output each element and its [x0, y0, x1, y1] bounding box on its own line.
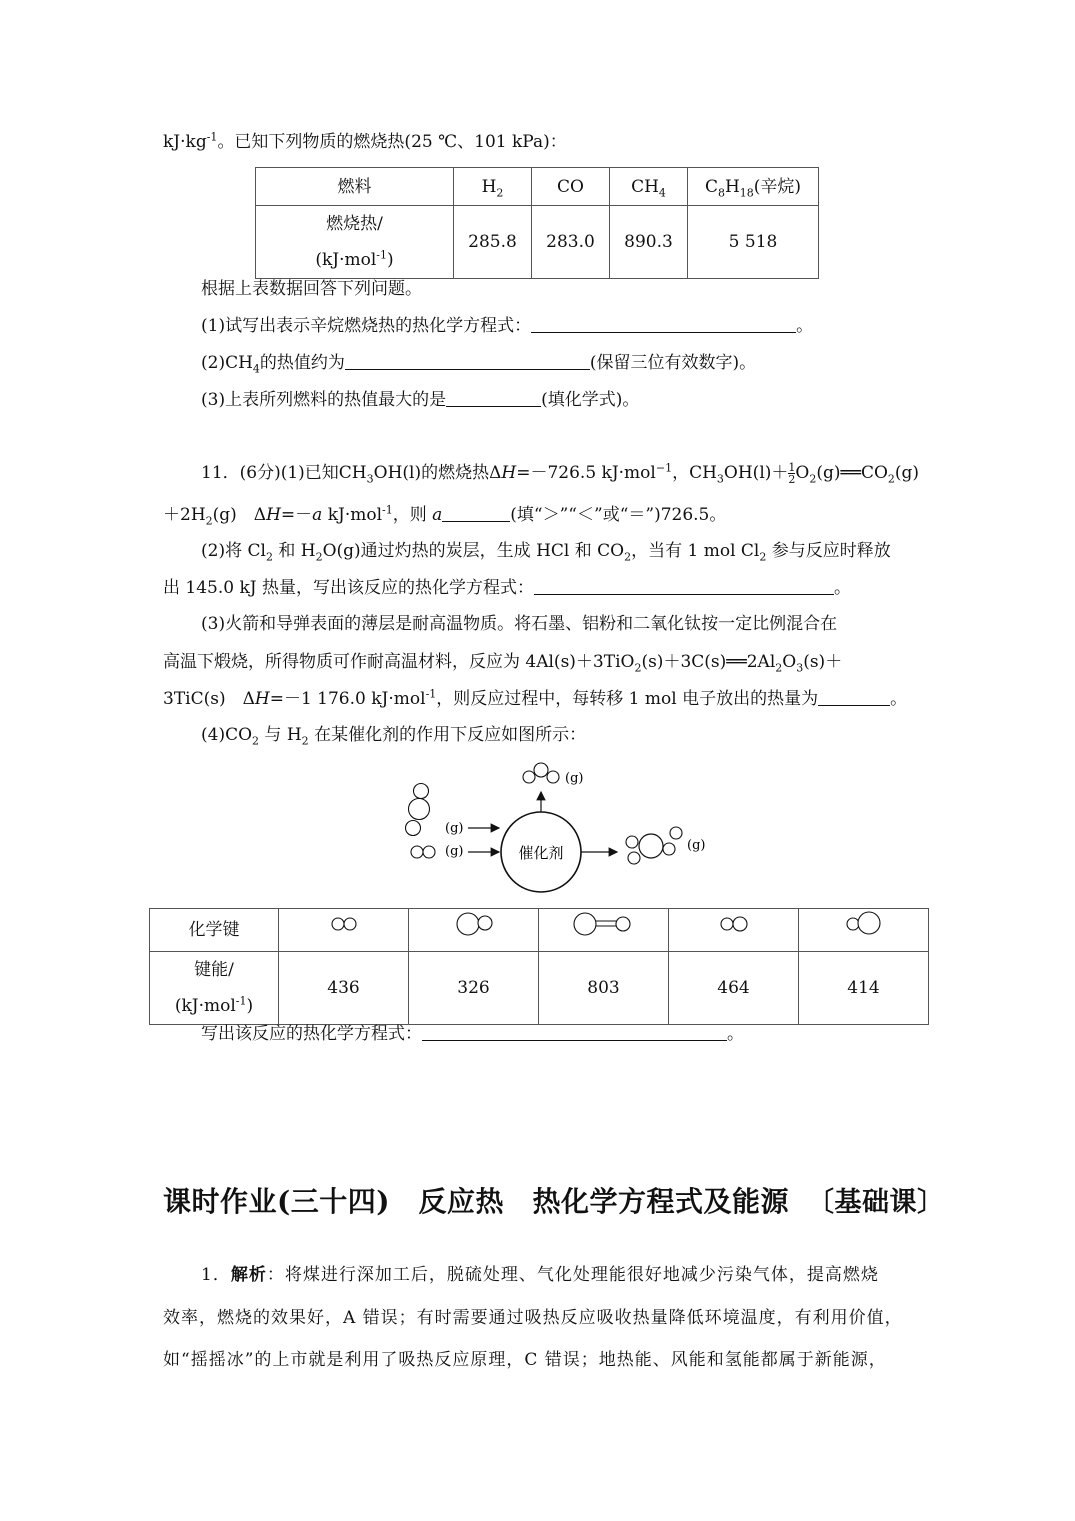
q10-part2: $(2)CH_4$的热值约为 (保留三位有效数字)。	[201, 353, 757, 376]
answer-blank[interactable]	[442, 503, 510, 522]
bond-h-o-icon	[669, 909, 799, 952]
answer-line1: 1．解析：将煤进行深加工后，脱硫处理、气化处理能很好地减少污染气体，提高燃烧	[201, 1265, 879, 1285]
bond-c-o-icon	[409, 909, 539, 952]
fuel-table	[255, 167, 819, 279]
q11-line8: $(4)CO_2$ 与 $H_2$ 在某催化剂的作用下反应如图所示：	[201, 725, 587, 748]
gas-label: (g)	[565, 771, 584, 786]
q10-part3: (3)上表所列燃料的热值最大的是 (填化学式)。	[201, 390, 640, 410]
answer-blank[interactable]	[531, 314, 796, 333]
fuel-octane: $C_8H_{18}$(辛烷)	[688, 168, 819, 206]
bond-energy: 803	[539, 952, 669, 1025]
fuel-value: 890.3	[610, 206, 688, 279]
answer-line3: 如“摇摇冰”的上市就是利用了吸热反应原理，C 错误；地热能、风能和氢能都属于新能源，	[163, 1350, 887, 1370]
q11-line6: 高温下煅烧，所得物质可作耐高温材料，反应为 $4Al(s)+3TiO_2(s)+3C(s)══2Al_2O_3(s)+$	[163, 652, 843, 675]
gas-label: (g)	[687, 838, 706, 853]
h2o-molecule-icon	[523, 763, 559, 783]
answer-blank[interactable]	[446, 388, 541, 407]
co2-molecule-icon	[406, 784, 430, 836]
bond-row-label: 键能/ (kJ·mol$^{-1}$)	[150, 952, 279, 1025]
catalyst-label: 催化剂	[518, 844, 564, 862]
bond-c-double-o-icon	[539, 909, 669, 952]
q11-line2: $+2H_2(g)$ ΔH=－a kJ·mol$^{-1}$，则 a (填“＞”“＜”或“＝”)726.5。	[163, 503, 727, 528]
bond-h-h-icon	[279, 909, 409, 952]
section-title: 课时作业(三十四) 反应热 热化学方程式及能源 〔基础课〕	[163, 1185, 945, 1218]
q11-line3: (2)将 $Cl_2$ 和 $H_2O(g)$通过灼热的炭层，生成 HCl 和 $CO_2$，当有 1 mol $Cl_2$ 参与反应时释放	[201, 541, 891, 564]
bond-energy: 326	[409, 952, 539, 1025]
fuel-value: 283.0	[532, 206, 610, 279]
fuel-h2: $H_2$	[454, 168, 532, 206]
bond-energy: 464	[669, 952, 799, 1025]
gas-label: (g)	[445, 844, 464, 859]
reaction-diagram	[395, 755, 725, 900]
fuel-co: CO	[532, 168, 610, 206]
answer-blank[interactable]	[534, 576, 834, 595]
gas-label: (g)	[445, 821, 464, 836]
h2-molecule-icon	[411, 846, 435, 858]
q11-line5: (3)火箭和导弹表面的薄层是耐高温物质。将石墨、铝粉和二氧化钛按一定比例混合在	[201, 614, 838, 634]
q11-line4: 出 145.0 kJ 热量，写出该反应的热化学方程式： 。	[163, 578, 851, 598]
answer-blank[interactable]	[818, 687, 890, 706]
answer-blank[interactable]	[422, 1022, 727, 1041]
q11-line1: 11．(6分)(1)已知$CH_3OH(l)$的燃烧热ΔH=－726.5 kJ·mol$^{-1}$，$CH_3OH(l)+$ $\frac{1}{2}$ $O_2(g)══CO_2(g)$	[201, 461, 920, 486]
intro-line: $kJ\cdot kg^{-1}$。已知下列物质的燃烧热(25 ℃、101 kPa)：	[163, 130, 567, 152]
q11-line7: 3TiC(s) ΔH=－1 176.0 kJ·mol$^{-1}$，则反应过程中，每转移 1 mol 电子放出的热量为 。	[163, 687, 908, 709]
q10-lead: 根据上表数据回答下列问题。	[201, 279, 422, 299]
bond-c-h-icon	[799, 909, 929, 952]
ch4-molecule-icon	[626, 827, 682, 864]
fuel-value: 5 518	[688, 206, 819, 279]
bond-table	[149, 908, 929, 1025]
bond-energy: 436	[279, 952, 409, 1025]
fuel-value: 285.8	[454, 206, 532, 279]
bond-energy: 414	[799, 952, 929, 1025]
q11-final: 写出该反应的热化学方程式： 。	[201, 1024, 744, 1044]
fuel-row-label: 燃烧热/ (kJ·mol$^{-1}$)	[256, 206, 454, 279]
fuel-header-label: 燃料	[256, 168, 454, 206]
fuel-ch4: $CH_4$	[610, 168, 688, 206]
fraction-half: $\frac{1}{2}$	[788, 461, 796, 486]
bond-header-label: 化学键	[150, 909, 279, 952]
answer-line2: 效率，燃烧的效果好，A 错误；有时需要通过吸热反应吸收热量降低环境温度，有利用价值，	[163, 1308, 903, 1328]
q10-part1: (1)试写出表示辛烷燃烧热的热化学方程式： 。	[201, 316, 814, 336]
answer-blank[interactable]	[345, 351, 590, 370]
